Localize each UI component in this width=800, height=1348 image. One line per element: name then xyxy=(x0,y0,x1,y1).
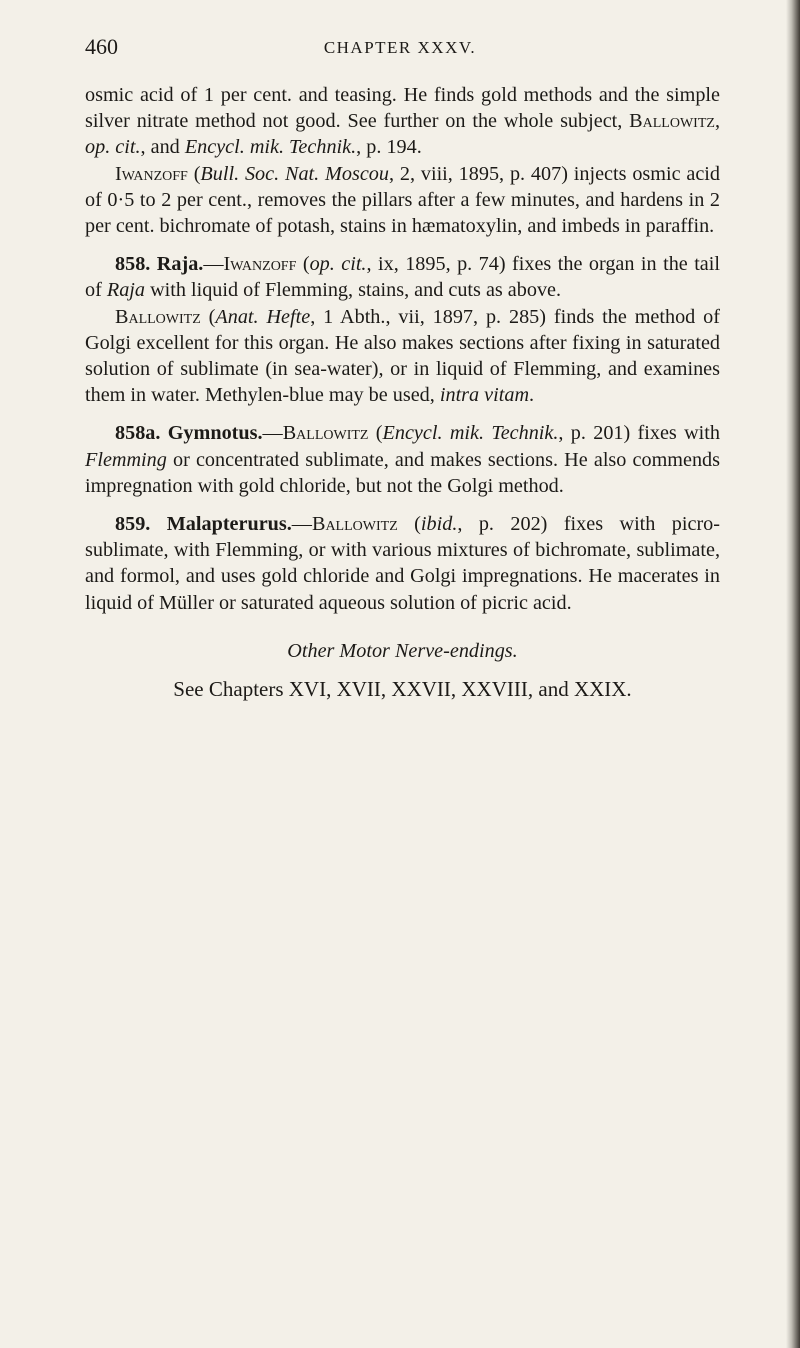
entry-heading: Gymnotus. xyxy=(167,422,263,445)
page-number: 460 xyxy=(85,34,118,59)
citation: op. cit. xyxy=(85,136,141,159)
paragraph-iwanzoff xyxy=(85,161,720,240)
text: , 2, viii, 1895, p. 407) injects osmic acid of 0·5 to 2 per cent., removes the pillars after a few minutes, and hardens in 2 per cent. bichromate of potash, stains in hæmatoxylin, and imbeds in paraffin. xyxy=(85,162,721,238)
author-name: Iwanzoff xyxy=(115,162,188,185)
entry-number: 858. xyxy=(115,253,151,276)
text: — xyxy=(262,422,283,445)
text: , p. 194. xyxy=(356,136,422,159)
text: — xyxy=(291,513,312,536)
paragraph-continuation xyxy=(85,82,720,161)
text: , p. 201) fixes with xyxy=(558,422,720,445)
section-title: Other Motor Nerve-endings. xyxy=(287,639,518,662)
author-name: Ballowitz xyxy=(311,513,398,536)
page-header xyxy=(85,34,715,64)
entry-heading: Malapterurus. xyxy=(166,513,292,536)
citation: Encycl. mik. Technik. xyxy=(184,136,357,159)
author-name: Ballowitz xyxy=(115,305,201,328)
text: , p. 202) fixes with picro-sublimate, with Flemming, or with various mixtures of bichromate, sublimate, and formol, and uses gold chloride and Golgi impregnations. He macerates in liquid of Müller or saturated aqueous solution of picric acid. xyxy=(85,513,720,614)
running-head: CHAPTER XXXV. xyxy=(323,38,477,57)
text: ( xyxy=(187,162,201,185)
entry-number: 859. xyxy=(115,513,151,536)
text: , xyxy=(714,110,720,133)
text: — xyxy=(203,253,224,276)
text: osmic acid of 1 per cent. and teasing. He finds gold methods and the simple silver nitrate method not good. See further on the whole subject, xyxy=(85,84,720,133)
author-name: Ballowitz xyxy=(629,110,715,133)
text: ( xyxy=(296,253,310,276)
entry-859-malapterurus xyxy=(85,511,720,616)
citation: Anat. Hefte xyxy=(215,305,311,328)
latin-phrase: intra vitam xyxy=(439,384,530,407)
see-reference: See Chapters XVI, XVII, XXVII, XXVIII, and XXIX. xyxy=(173,677,632,702)
entry-number: 858a. xyxy=(115,422,161,445)
entry-858a-gymnotus xyxy=(85,420,720,499)
page-edge-shadow xyxy=(786,0,800,1348)
citation: op. cit. xyxy=(309,253,367,276)
text: ( xyxy=(200,305,216,328)
text: or concentrated sublimate, and makes sections. He also commends impregnation with gold chloride, but not the Golgi method. xyxy=(85,448,720,497)
author-name: Ballowitz xyxy=(282,422,369,445)
citation: ibid. xyxy=(420,513,458,536)
citation: Bull. Soc. Nat. Moscou xyxy=(200,162,389,185)
entry-858-raja xyxy=(85,251,720,303)
paragraph-ballowitz xyxy=(85,304,720,409)
text: , 1 Abth., vii, 1897, p. 285) finds the method of Golgi excellent for this organ. He also makes sections after fixing in saturated solution of sublimate (in sea-water), or in liquid of Flemming, and examines them in water. Methylen-blue may be used, xyxy=(85,305,720,407)
entry-heading: Raja. xyxy=(156,253,204,276)
text: , ix, 1895, p. 74) fixes the organ in the tail of xyxy=(85,253,720,302)
text: with liquid of Flemming, stains, and cuts as above. xyxy=(145,279,562,302)
text: ( xyxy=(368,422,383,445)
citation: Encycl. mik. Technik. xyxy=(382,422,559,445)
text: ( xyxy=(397,513,421,536)
text: , and xyxy=(140,136,185,159)
text: . xyxy=(529,384,535,407)
author-name: Iwanzoff xyxy=(223,253,297,276)
reagent-name: Flemming xyxy=(85,448,167,471)
genus-name: Raja xyxy=(106,279,146,302)
body-text xyxy=(85,82,720,702)
